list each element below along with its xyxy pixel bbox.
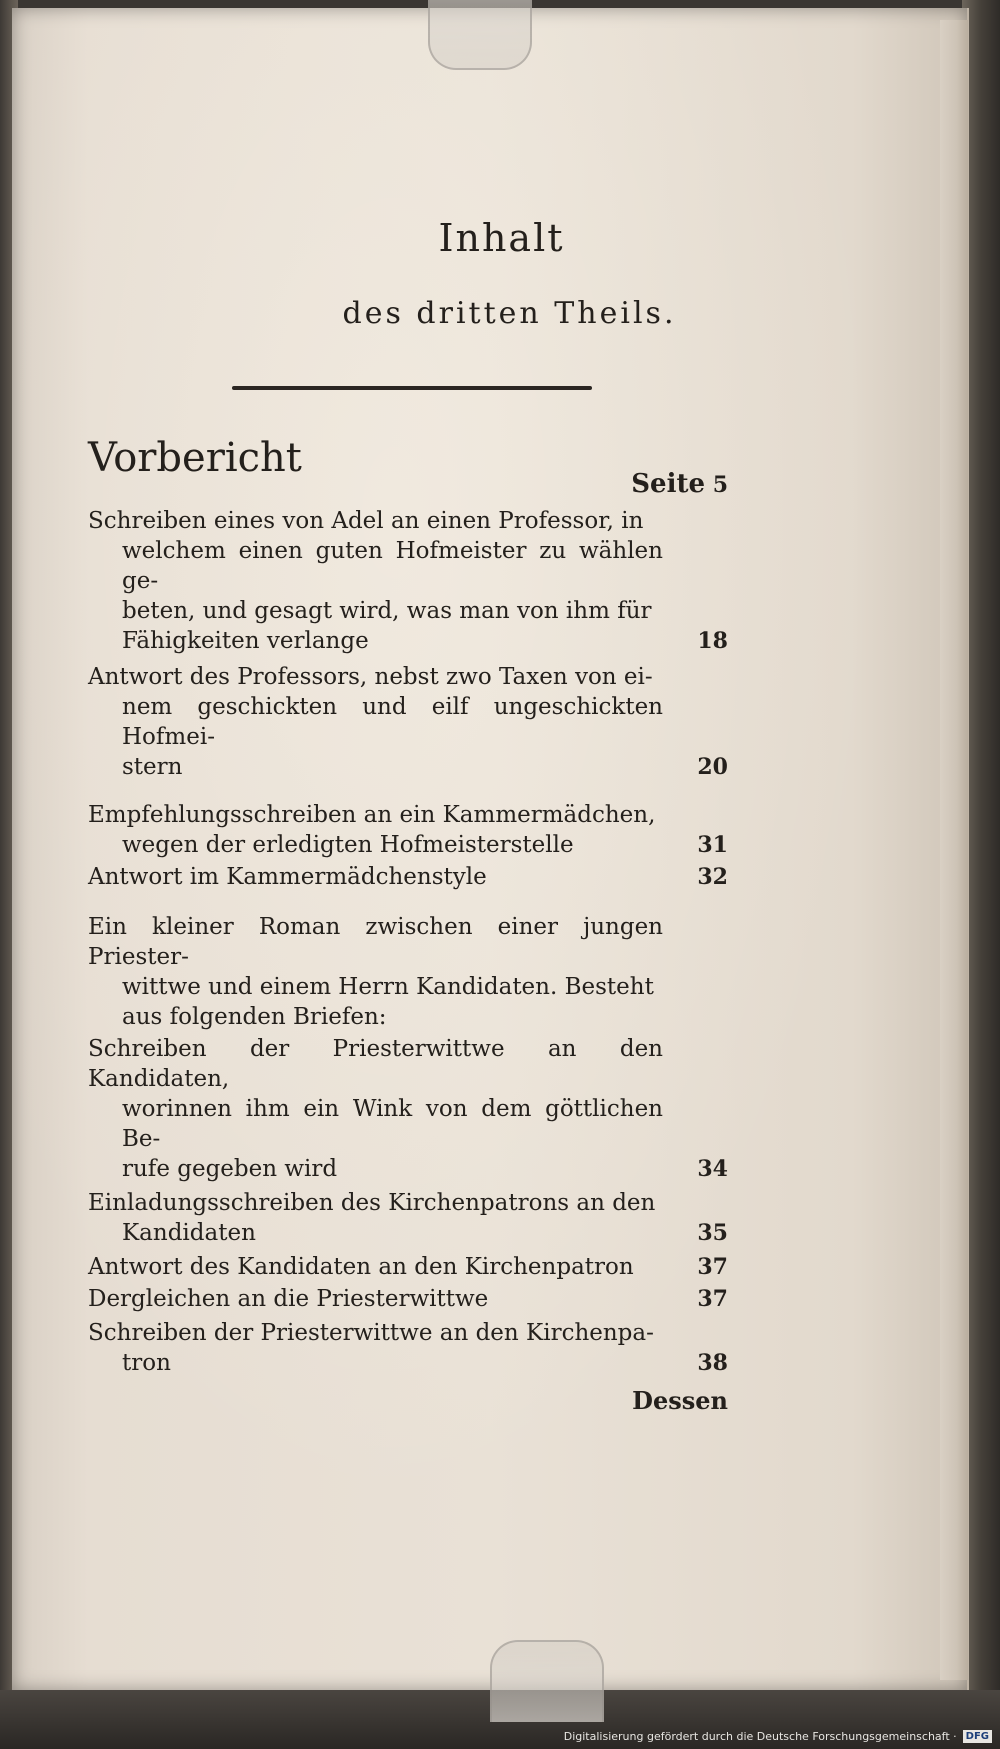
toc-entry-line: beten, und gesagt wird, was man von ihm für [122,598,652,624]
toc-entry-line: nem geschickten und eilf ungeschickten Hofmei- [122,694,663,750]
toc-page-number: 38 [697,1350,728,1376]
digitization-credit [564,1730,992,1743]
toc-entry [88,1252,728,1282]
toc-page-number: 35 [697,1220,728,1246]
heading-rule-divider [232,386,592,390]
toc-entry [88,1034,728,1184]
toc-entry-line: wittwe und einem Herrn Kandidaten. Besteht [122,974,654,1000]
toc-entry-line: Schreiben der Priesterwittwe an den Kirchenpa- [88,1320,654,1346]
toc-page-number: 31 [697,832,728,858]
page-heading-subtitle: des dritten Theils. [342,296,677,331]
toc-entry [88,912,728,1032]
toc-page-number: 34 [697,1156,728,1182]
toc-entry-line: Fähigkeiten verlange [122,628,369,654]
toc-entry-line: Schreiben eines von Adel an einen Professor, in [88,508,644,534]
toc-entry [88,662,728,782]
toc-entry-line: Empfehlungsschreiben an ein Kammermädchen, [88,802,656,828]
dfg-logo: DFG [963,1730,992,1743]
toc-entry [88,800,728,860]
toc-entry-line: Antwort des Professors, nebst zwo Taxen von ei- [88,664,653,690]
catchword-row [88,1382,728,1426]
toc-entry-line: Ein kleiner Roman zwischen einer jungen Priester- [88,914,663,970]
page-clamp-bottom [490,1640,604,1722]
page-clamp-top [428,0,532,70]
toc-entry-line: welchem einen guten Hofmeister zu wählen ge- [122,538,663,594]
toc-entry-preface [88,435,728,502]
toc-page-number: 37 [697,1286,728,1312]
table-of-contents [88,435,728,1426]
toc-entry-line: tron [122,1350,171,1376]
toc-entry-line: worinnen ihm ein Wink von dem göttlichen Be- [122,1096,663,1152]
toc-entry-line: Kandidaten [122,1220,256,1246]
toc-entry-line: aus folgenden Briefen: [122,1004,387,1030]
toc-entry-line: stern [122,754,183,780]
catchword: Dessen [632,1386,728,1415]
page-heading-title: Inhalt [438,216,565,260]
toc-entry [88,1284,728,1314]
toc-entry [88,862,728,892]
page-edge-strip [940,20,968,1680]
toc-entry-line: rufe gegeben wird [122,1156,338,1182]
toc-entry-line: Einladungsschreiben des Kirchenpatrons an den [88,1190,656,1216]
toc-entry-line: Antwort im Kammermädchenstyle [88,864,487,890]
toc-entry-line: Schreiben der Priesterwittwe an den Kandidaten, [88,1036,663,1092]
toc-page-label: Seite [631,469,706,499]
toc-entry-line: Dergleichen an die Priesterwittwe [88,1286,489,1312]
toc-page-number: 32 [697,864,728,890]
toc-entry-line: wegen der erledigten Hofmeisterstelle [122,832,574,858]
toc-entry [88,506,728,656]
credit-text: Digitalisierung gefördert durch die Deutsche Forschungsgemeinschaft · [563,1730,957,1743]
toc-page-number: 5 [712,472,728,498]
toc-page-number: 20 [697,754,728,780]
toc-page-number: 37 [697,1254,728,1280]
toc-entry [88,1318,728,1378]
toc-entry [88,1188,728,1248]
toc-page-number: 18 [697,628,728,654]
toc-preface-label: Vorbericht [88,435,302,481]
toc-entry-line: Antwort des Kandidaten an den Kirchenpatron [88,1254,634,1280]
book-page [12,8,969,1690]
toc-preface-page [631,469,728,500]
